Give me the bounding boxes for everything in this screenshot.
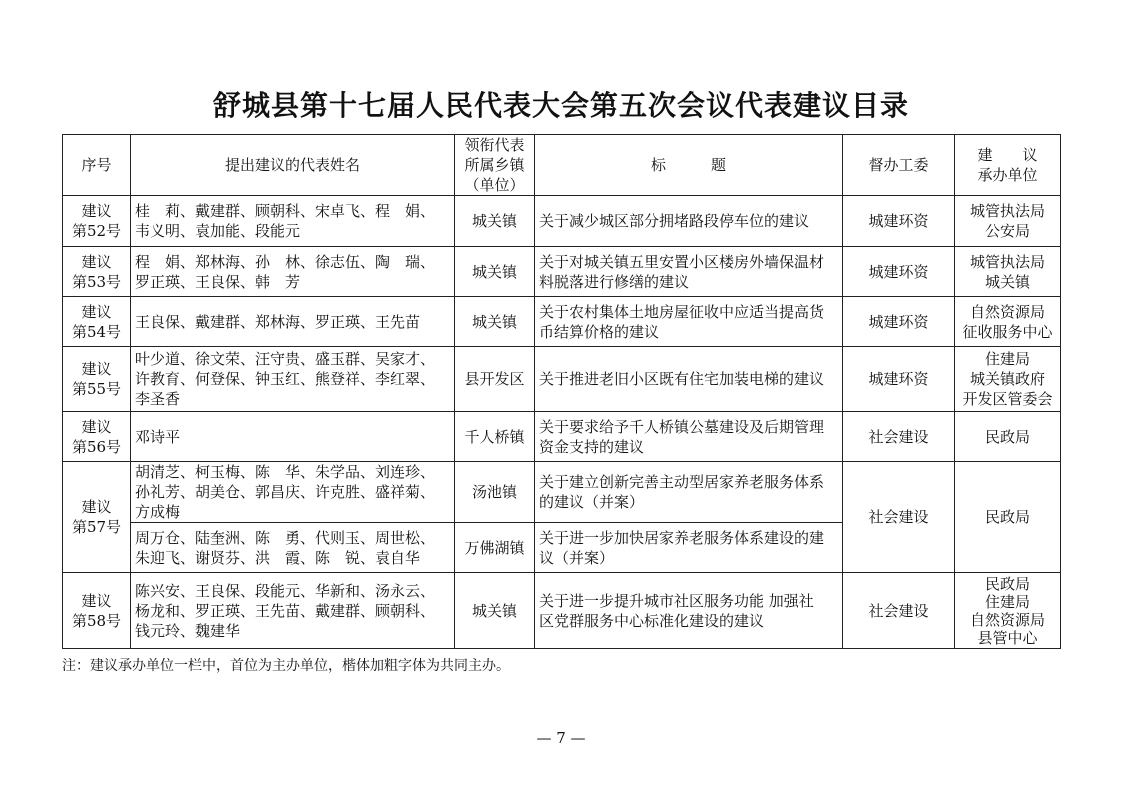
- subject-line: 资金支持的建议: [539, 437, 645, 456]
- table-row: [63, 573, 1061, 649]
- proposal-number-line: 建议: [81, 591, 112, 610]
- handler-line: 城管执法局: [969, 252, 1045, 271]
- proposal-number-line: 第56号: [71, 437, 122, 456]
- proposal-number-line: 第55号: [71, 380, 122, 398]
- header-town-line: （单位）: [464, 176, 525, 194]
- names-line: 桂 莉、戴建群、顾朝科、宋卓飞、程 娟、: [135, 202, 436, 220]
- subject-line: 关于要求给予千人桥镇公墓建设及后期管理: [539, 417, 825, 436]
- representative-names: [131, 297, 455, 347]
- header-town: [455, 135, 535, 196]
- header-town-line: 所属乡镇: [464, 156, 525, 174]
- proposal-number-line: 第52号: [71, 222, 122, 240]
- lead-town: 城关镇: [455, 196, 535, 247]
- subject-line: 关于建立创新完善主动型居家养老服务体系: [539, 473, 825, 491]
- subject-line: 料脱落进行修缮的建议: [539, 272, 690, 291]
- representative-names: [131, 196, 455, 247]
- handler-line: 自然资源局: [969, 302, 1045, 321]
- subject-line: 区党群服务中心标准化建设的建议: [539, 611, 765, 630]
- table-row: [63, 196, 1061, 247]
- representative-names: [131, 462, 455, 523]
- page-number: — 7 —: [536, 729, 586, 747]
- handler-line: 城关镇: [984, 272, 1030, 291]
- footnote: 注：建议承办单位一栏中，首位为主办单位，楷体加粗字体为共同主办。: [62, 658, 510, 674]
- table-header-row: [63, 135, 1061, 196]
- proposal-subject: [535, 297, 843, 347]
- proposal-subject: [535, 247, 843, 297]
- proposal-number-line: 建议: [81, 360, 112, 378]
- lead-town: 县开发区: [455, 347, 535, 412]
- subject-line: 关于农村集体土地房屋征收中应适当提高货: [539, 302, 825, 321]
- header-names: 提出建议的代表姓名: [131, 135, 455, 196]
- names-line: 钱元玲、魏建华: [135, 621, 241, 640]
- handling-unit: [955, 412, 1061, 462]
- header-committee: 督办工委: [843, 135, 955, 196]
- proposal-number: [63, 196, 131, 247]
- handler-line: 自然资源局: [969, 610, 1045, 629]
- handler-line: 公安局: [984, 222, 1030, 240]
- handler-line: 城管执法局: [969, 202, 1045, 220]
- names-line: 叶少道、徐文荣、汪守贵、盛玉群、吴家才、: [135, 350, 436, 368]
- names-line: 许教育、何登保、钟玉红、熊登祥、李红翠、: [135, 370, 436, 388]
- names-line: 罗正瑛、王良保、韩 芳: [135, 272, 301, 291]
- representative-names: [131, 412, 455, 462]
- subject-line: 的建议（并案）: [539, 493, 645, 511]
- handler-line: 住建局: [984, 350, 1030, 368]
- handler-line: 住建局: [984, 592, 1030, 611]
- proposal-number-line: 第57号: [71, 518, 122, 536]
- handler-line: 县管中心: [977, 628, 1038, 647]
- proposal-number-line: 建议: [81, 302, 112, 321]
- lead-town: 汤池镇: [455, 462, 535, 523]
- proposal-number: [63, 297, 131, 347]
- header-subject: 标 题: [535, 135, 843, 196]
- proposal-subject: [535, 412, 843, 462]
- representative-names: [131, 347, 455, 412]
- lead-town: 千人桥镇: [455, 412, 535, 462]
- lead-town: 城关镇: [455, 247, 535, 297]
- proposal-number: [63, 347, 131, 412]
- handler-line: 开发区管委会: [962, 390, 1053, 408]
- subject-line: 币结算价格的建议: [539, 322, 660, 341]
- representative-names: [131, 573, 455, 649]
- representative-names: [131, 523, 455, 573]
- lead-town: 万佛湖镇: [455, 523, 535, 573]
- proposal-number-line: 建议: [81, 202, 112, 220]
- proposal-number: [63, 462, 131, 573]
- supervising-committee: 城建环资: [843, 297, 955, 347]
- handler-line: 民政局: [984, 574, 1030, 593]
- subject-line: 议（并案）: [539, 548, 615, 567]
- subject-line: 关于推进老旧小区既有住宅加装电梯的建议: [539, 370, 825, 388]
- table-row: [63, 462, 1061, 523]
- names-line: 韦义明、袁加能、段能元: [135, 222, 301, 240]
- supervising-committee: 城建环资: [843, 196, 955, 247]
- proposal-number-line: 建议: [81, 498, 112, 516]
- handling-unit: [955, 297, 1061, 347]
- proposal-number-line: 第58号: [71, 611, 122, 630]
- handler-line: 民政局: [984, 508, 1030, 526]
- table-row: [63, 412, 1061, 462]
- proposal-number-line: 第54号: [71, 322, 122, 341]
- supervising-committee: 社会建设: [843, 462, 955, 573]
- table-row: [63, 297, 1061, 347]
- representative-names: [131, 247, 455, 297]
- proposal-number: [63, 573, 131, 649]
- names-line: 程 娟、郑林海、孙 林、徐志伍、陶 瑞、: [135, 252, 436, 271]
- names-line: 方成梅: [135, 503, 181, 521]
- page-title: 舒城县第十七届人民代表大会第五次会议代表建议目录: [212, 89, 909, 122]
- proposal-number-line: 建议: [81, 417, 112, 436]
- lead-town: 城关镇: [455, 573, 535, 649]
- supervising-committee: 城建环资: [843, 247, 955, 297]
- names-line: 胡清芝、柯玉梅、陈 华、朱学品、刘连珍、: [135, 463, 436, 481]
- handling-unit: [955, 573, 1061, 649]
- handler-line: 民政局: [984, 427, 1030, 446]
- handling-unit: [955, 347, 1061, 412]
- handler-line: 征收服务中心: [962, 322, 1053, 341]
- subject-line: 关于进一步加快居家养老服务体系建设的建: [539, 528, 825, 547]
- header-handler: [955, 135, 1061, 196]
- table-row: [63, 247, 1061, 297]
- proposal-number: [63, 412, 131, 462]
- names-line: 李圣香: [135, 390, 181, 408]
- proposal-subject: [535, 523, 843, 573]
- proposal-subject: [535, 462, 843, 523]
- names-line: 杨龙和、罗正瑛、王先苗、戴建群、顾朝科、: [135, 601, 436, 620]
- header-seq: 序号: [63, 135, 131, 196]
- supervising-committee: 城建环资: [843, 347, 955, 412]
- handling-unit: [955, 462, 1061, 573]
- proposal-subject: [535, 347, 843, 412]
- proposal-subject: [535, 196, 843, 247]
- names-line: 孙礼芳、胡美仓、郭昌庆、许克胜、盛祥菊、: [135, 483, 436, 501]
- subject-line: 关于对城关镇五里安置小区楼房外墙保温材: [539, 252, 825, 271]
- names-line: 周万仓、陆奎洲、陈 勇、代则玉、周世松、: [135, 528, 436, 547]
- header-handler-line: 建 议: [977, 146, 1038, 164]
- names-line: 陈兴安、王良保、段能元、华新和、汤永云、: [135, 581, 436, 600]
- header-town-line: 领衔代表: [464, 136, 525, 154]
- names-line: 王良保、戴建群、郑林海、罗正瑛、王先苗: [135, 312, 421, 331]
- supervising-committee: 社会建设: [843, 412, 955, 462]
- lead-town: 城关镇: [455, 297, 535, 347]
- proposal-number: [63, 247, 131, 297]
- handler-line: 城关镇政府: [969, 370, 1045, 388]
- supervising-committee: 社会建设: [843, 573, 955, 649]
- proposal-subject: [535, 573, 843, 649]
- names-line: 邓诗平: [135, 427, 181, 446]
- proposal-table: [62, 134, 1061, 649]
- handling-unit: [955, 247, 1061, 297]
- proposal-number-line: 第53号: [71, 272, 122, 291]
- proposal-number-line: 建议: [81, 252, 112, 271]
- header-handler-line: 承办单位: [977, 166, 1038, 184]
- handling-unit: [955, 196, 1061, 247]
- subject-line: 关于减少城区部分拥堵路段停车位的建议: [539, 212, 810, 230]
- table-row: [63, 347, 1061, 412]
- names-line: 朱迎飞、谢贤芬、洪 霞、陈 锐、袁自华: [135, 548, 421, 567]
- subject-line: 关于进一步提升城市社区服务功能 加强社: [539, 591, 814, 610]
